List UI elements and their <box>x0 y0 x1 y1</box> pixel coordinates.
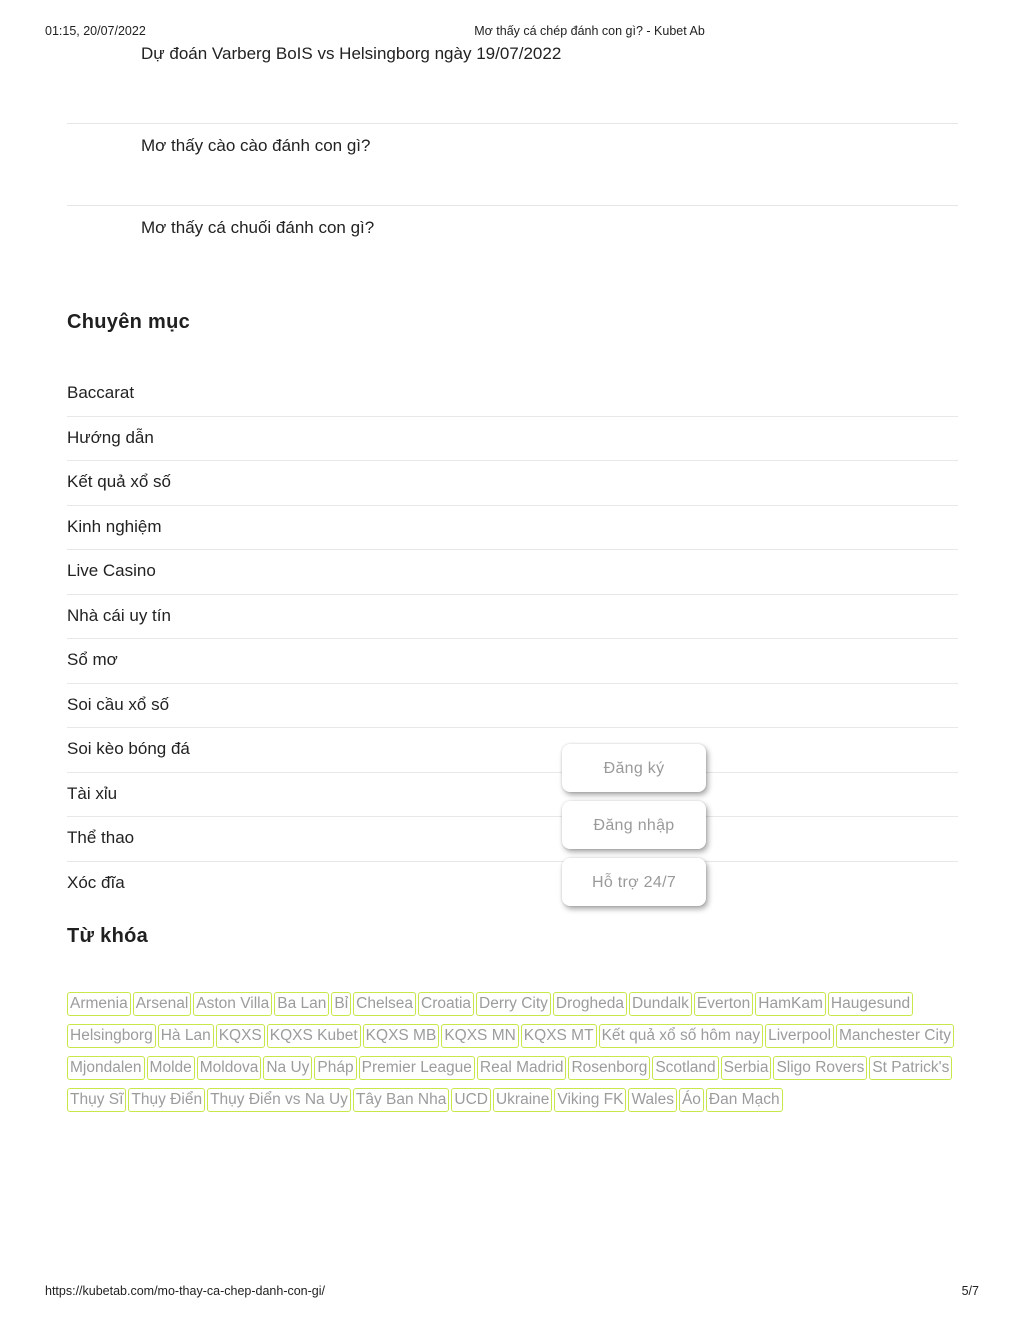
tag-link[interactable]: Haugesund <box>828 992 913 1016</box>
category-item[interactable] <box>67 639 958 684</box>
tag-link[interactable]: Chelsea <box>353 992 416 1016</box>
category-item[interactable] <box>67 461 958 506</box>
tag-link[interactable]: Đan Mạch <box>706 1088 783 1112</box>
related-post-item[interactable] <box>67 124 958 206</box>
print-footer <box>45 1284 979 1300</box>
tag-link[interactable]: Na Uy <box>263 1056 312 1080</box>
tag-link[interactable]: Manchester City <box>836 1024 954 1048</box>
tag-link[interactable]: UCD <box>451 1088 491 1112</box>
print-datetime: 01:15, 20/07/2022 <box>45 24 146 38</box>
tag-link[interactable]: Mjondalen <box>67 1056 145 1080</box>
print-page-title: Mơ thấy cá chép đánh con gì? - Kubet Ab <box>474 24 705 38</box>
tag-link[interactable]: Kết quả xổ số hôm nay <box>599 1024 764 1048</box>
tag-link[interactable]: Croatia <box>418 992 474 1016</box>
tag-link[interactable]: Thụy Sĩ <box>67 1088 126 1112</box>
tag-link[interactable]: Aston Villa <box>193 992 272 1016</box>
category-link[interactable]: Live Casino <box>67 561 156 580</box>
category-link[interactable]: Hướng dẫn <box>67 427 154 447</box>
tag-link[interactable]: Moldova <box>197 1056 262 1080</box>
category-link[interactable]: Tài xỉu <box>67 783 118 803</box>
related-post-item[interactable] <box>67 206 958 287</box>
print-header <box>45 24 979 40</box>
tag-link[interactable]: Pháp <box>314 1056 356 1080</box>
tag-link[interactable]: Tây Ban Nha <box>353 1088 449 1112</box>
categories-list <box>67 372 958 905</box>
category-link[interactable]: Soi cầu xổ số <box>67 694 170 714</box>
category-item[interactable] <box>67 773 958 818</box>
tag-link[interactable]: Derry City <box>476 992 551 1016</box>
category-item[interactable] <box>67 817 958 862</box>
tag-link[interactable]: KQXS <box>216 1024 265 1048</box>
tag-link[interactable]: Hà Lan <box>158 1024 214 1048</box>
category-link[interactable]: Kết quả xổ số <box>67 472 171 491</box>
tag-link[interactable]: Arsenal <box>133 992 192 1016</box>
related-post-link[interactable]: Dự đoán Varberg BoIS vs Helsingborg ngày 19/07/2022 <box>141 44 562 63</box>
related-post-link[interactable]: Mơ thấy cá chuối đánh con gì? <box>141 218 375 237</box>
tag-link[interactable]: Liverpool <box>765 1024 834 1048</box>
register-button[interactable]: Đăng ký <box>562 744 706 792</box>
tag-link[interactable]: Armenia <box>67 992 131 1016</box>
tag-link[interactable]: Viking FK <box>554 1088 626 1112</box>
category-item[interactable] <box>67 684 958 729</box>
tag-link[interactable]: Rosenborg <box>568 1056 650 1080</box>
category-link[interactable]: Baccarat <box>67 383 135 402</box>
tag-link[interactable]: Ba Lan <box>274 992 329 1016</box>
category-link[interactable]: Thể thao <box>67 828 135 847</box>
category-item[interactable] <box>67 506 958 551</box>
tags-heading: Từ khóa <box>67 925 149 947</box>
tag-link[interactable]: Real Madrid <box>477 1056 567 1080</box>
categories-heading: Chuyên mục <box>67 311 191 333</box>
category-item[interactable] <box>67 550 958 595</box>
category-link[interactable]: Soi kèo bóng đá <box>67 739 190 758</box>
category-link[interactable]: Kinh nghiệm <box>67 516 162 536</box>
tag-link[interactable]: Thụy Điển <box>128 1088 205 1112</box>
tag-link[interactable]: KQXS MN <box>441 1024 518 1048</box>
tag-link[interactable]: Sligo Rovers <box>773 1056 867 1080</box>
tag-link[interactable]: Scotland <box>652 1056 718 1080</box>
tag-link[interactable]: Drogheda <box>553 992 627 1016</box>
tag-link[interactable]: Áo <box>679 1088 704 1112</box>
category-item[interactable] <box>67 417 958 462</box>
page-number: 5/7 <box>961 1284 979 1298</box>
category-item[interactable] <box>67 372 958 417</box>
category-link[interactable]: Nhà cái uy tín <box>67 605 171 625</box>
tag-link[interactable]: Thụy Điển vs Na Uy <box>207 1088 351 1112</box>
tag-link[interactable]: Everton <box>694 992 753 1016</box>
print-url: https://kubetab.com/mo-thay-ca-chep-danh-con-gi/ <box>45 1284 325 1298</box>
tag-link[interactable]: Wales <box>628 1088 677 1112</box>
tag-link[interactable]: Serbia <box>721 1056 772 1080</box>
category-item[interactable] <box>67 728 958 773</box>
tag-link[interactable]: Ukraine <box>493 1088 552 1112</box>
support-button[interactable]: Hỗ trợ 24/7 <box>562 858 706 906</box>
category-item[interactable] <box>67 862 958 906</box>
category-link[interactable]: Xóc đĩa <box>67 872 125 892</box>
category-item[interactable] <box>67 595 958 640</box>
tag-link[interactable]: Dundalk <box>629 992 692 1016</box>
tag-cloud <box>67 992 958 1120</box>
tag-link[interactable]: Bỉ <box>331 992 351 1016</box>
login-button[interactable]: Đăng nhập <box>562 801 706 849</box>
tag-link[interactable]: Helsingborg <box>67 1024 156 1048</box>
tag-link[interactable]: KQXS MT <box>521 1024 597 1048</box>
related-post-link[interactable]: Mơ thấy cào cào đánh con gì? <box>141 136 371 155</box>
tag-link[interactable]: Molde <box>147 1056 195 1080</box>
tag-link[interactable]: KQXS MB <box>363 1024 440 1048</box>
tag-link[interactable]: Premier League <box>359 1056 475 1080</box>
tag-link[interactable]: HamKam <box>755 992 826 1016</box>
tag-link[interactable]: St Patrick's <box>869 1056 952 1080</box>
related-post-item[interactable] <box>67 42 958 124</box>
tag-link[interactable]: KQXS Kubet <box>267 1024 361 1048</box>
category-link[interactable]: Sổ mơ <box>67 650 118 669</box>
related-posts-list <box>67 42 958 287</box>
